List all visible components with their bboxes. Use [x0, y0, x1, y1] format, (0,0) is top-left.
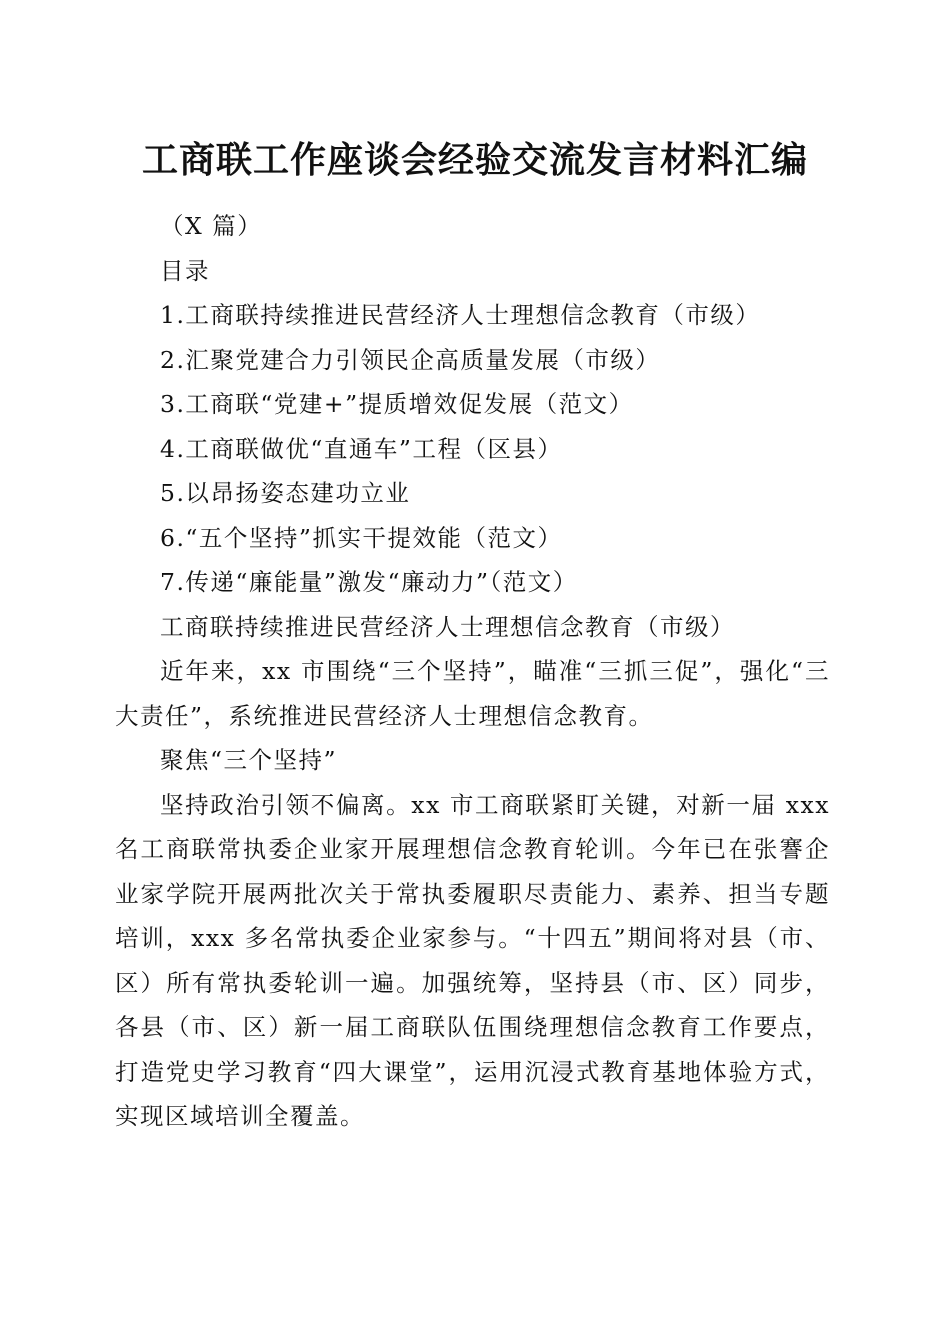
intro-paragraph: 近年来，xx 市围绕“三个坚持”，瞄准“三抓三促”，强化“三大责任”，系统推进民营经济人士理想信念教育。 [115, 657, 830, 730]
section-paragraph: 坚持政治引领不偏离。xx 市工商联紧盯关键，对新一届 xxx 名工商联常执委企业家开展理想信念教育轮训。今年已在张謇企业家学院开展两批次关于常执委履职尽责能力、素养、担当专题培训，xxx 多名常执委企业家参与。“十四五”期间将对县（市、区）所有常执委轮训一遍。加强统筹，坚持县（市、区）同步，各县（市、区）新一届工商联队伍围绕理想信念教育工作要点，打造党史学习教育“四大课堂”，运用沉浸式教育基地体验方式，实现区域培训全覆盖。 [115, 790, 830, 1130]
toc-item: 6.“五个坚持”抓实干提效能（范文） [160, 523, 563, 552]
article-title: 工商联持续推进民营经济人士理想信念教育（市级） [160, 612, 735, 641]
toc-item: 3.工商联“党建+”提质增效促发展（范文） [160, 390, 634, 418]
toc-item: 2.汇聚党建合力引领民企高质量发展（市级） [160, 345, 661, 374]
toc-item: 1.工商联持续推进民营经济人士理想信念教育（市级） [160, 301, 761, 329]
toc-item: 7.传递“廉能量”激发“廉动力”（范文） [160, 568, 578, 596]
section-heading: 聚焦“三个坚持” [160, 746, 338, 774]
document-body [115, 204, 830, 1139]
toc-item: 4.工商联做优“直通车”工程（区县） [160, 434, 563, 463]
document-title: 工商联工作座谈会经验交流发言材料汇编 [141, 139, 808, 181]
table-of-contents [115, 293, 830, 605]
toc-heading: 目录 [160, 256, 210, 285]
article-count-note: （X 篇） [160, 212, 263, 240]
toc-item: 5.以昂扬姿态建功立业 [160, 479, 411, 507]
